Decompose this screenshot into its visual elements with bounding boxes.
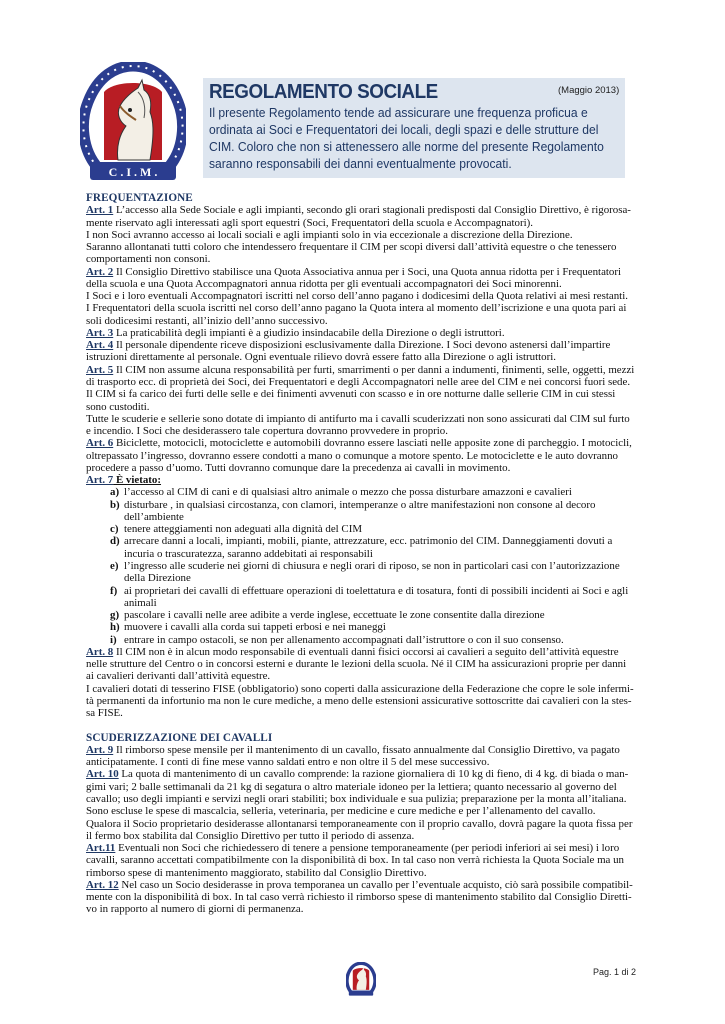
logo-text: C . I . M . [108,165,158,179]
article-12 [86,879,646,891]
article-label: Art.11 [86,842,116,855]
list-text: l’accesso al CIM di cani e di qualsiasi altro animale o mezzo che possa disturbare amazzoni e cavalieri [124,486,572,499]
list-item [86,523,646,535]
article-text: rimborso spese di mantenimento maggiorato, stabilito dal Consiglio Direttivo. [86,866,427,879]
article-6 [86,437,646,449]
list-text: animali [124,596,157,609]
article-label: Art. 8 [86,645,114,658]
article-3 [86,327,646,339]
list-item [86,609,646,621]
article-text: il fermo box stabilita dal Consiglio Direttivo per tutto il periodo di assenza. [86,829,415,842]
list-text: muovere i cavalli alla corda sui tappeti erbosi e nei maneggi [124,621,386,634]
list-text: incuria o trascuratezza, saranno addebitati ai responsabili [124,547,373,560]
article-text: Il CIM non è in alcun modo responsabile di eventuali danni fisici occorsi ai cavalieri a seguito dell’attività equestre [113,645,619,658]
article-text: I non Soci avranno accesso ai locali sociali e agli impianti solo in via eccezionale a discrezione della Direzione. [86,228,573,241]
article-text: gimi vari; 2 balle settimanali da 21 kg di segatura o altro materiale idoneo per la lettiera; quanto necessario al governo del [86,780,617,793]
article-text: istruzioni direttamente al personale. Ogni eventuale rilievo dovrà essere fatto alla Direzione o agli istruttori. [86,351,556,364]
article-4 [86,339,646,351]
intro-line: saranno responsabili dei danni eventualmente provocati. [209,156,512,171]
article-label: Art. 6 [86,437,114,450]
article-label: Art. 5 [86,363,114,376]
article-text: sa FISE. [86,707,123,720]
article-text: procedere a passo d’uomo. Tutti dovranno comunque dare la precedenza ai cavalli in movimento. [86,461,511,474]
list-letter: e) [110,559,119,572]
list-item [86,560,646,572]
footer-logo [346,962,376,998]
list-text: l’ingresso alle scuderie nei giorni di chiusura e negli orari di riposo, se non in particolari casi con l’autorizzazione [124,559,620,572]
list-item [86,621,646,633]
article-text: comportamenti non consoni. [86,253,211,266]
article-label: Art. 7 [86,474,114,487]
article-label: Art. 3 [86,326,114,339]
intro-line: Il presente Regolamento tende ad assicurare une frequenza proficua e [209,105,588,120]
article-text: Nel caso un Socio desiderasse in prova temporanea un cavallo per l’eventuale acquisto, ciò sarà possibile compatibil- [118,878,633,891]
list-item [86,486,646,498]
article-label: Art. 1 [86,204,114,217]
article-label: Art. 12 [86,878,119,891]
article-text: Saranno allontanati tutti coloro che intendessero frequentare il CIM per scopi diversi dall’attività equestre o che tenessero [86,241,617,254]
article-11 [86,842,646,854]
article-7 [86,474,646,486]
article-text: cavallo; uso degli impianti e servizi negli orari stabiliti; box individuale e sua pulizia; preparazione per la monta all’italiana. [86,793,627,806]
article-text: mente con la disponibilità di box. In tal caso verrà richiesto il rimborso spese di mantenimento stabilito dal Consiglio Diretti- [86,891,632,904]
article-text: La quota di mantenimento di un cavallo comprende: la razione giornaliera di 10 kg di fieno, di 4 kg. di biada o man- [118,768,629,781]
list-text: ai proprietari dei cavalli di effettuare operazioni di toelettatura e di tosatura, fonti di possibili incidenti ai Soci e agli [124,584,629,597]
list-item [86,535,646,547]
article-label: Art. 2 [86,265,114,278]
regulation-body [86,192,646,916]
article-text: di trasporto ecc. di proprietà dei Soci, dei Frequentatori e degli Accompagnatori nelle aree del CIM e nei concorsi fuori sede. [86,375,631,388]
article-text: oltrepassato l’ingresso, dovranno essere condotti a mano o comunque a motore spento. Le motociclette e le auto dovranno [86,449,618,462]
list-item [86,499,646,511]
article-9 [86,744,646,756]
list-letter: i) [110,633,117,646]
article-text: Il Consiglio Direttivo stabilisce una Quota Associativa annua per i Soci, una Quota annua ridotta per i Frequentatori [113,265,622,278]
list-letter: g) [110,609,120,622]
article-text: cavalli, saranno accettati compatibilmente con la disponibilità di box. In tal caso non verrà richiesta la Quota Sociale ma un [86,854,624,867]
document-date: (Maggio 2013) [558,85,620,96]
list-text: disturbare , in qualsiasi circostanza, con clamori, intemperanze o altre manifestazioni non consone al decoro [124,498,596,511]
list-letter: c) [110,523,119,536]
article-label: Art. 4 [86,339,114,352]
article-text: I Soci e i loro eventuali Accompagnatori iscritti nel corso dell’anno pagano i dodicesimi della Quota relativi ai mesi restanti. [86,290,628,303]
article-1 [86,204,646,216]
article-2 [86,266,646,278]
article-label: Art. 10 [86,768,119,781]
article-text: della scuola e una Quota Accompagnatori annua ridotta per gli eventuali accompagnatori dei Soci minorenni. [86,277,562,290]
article-title: È vietato: [113,474,162,487]
article-text: soli dodicesimi restanti, all’inizio dell’anno successivo. [86,314,328,327]
cim-logo [80,62,186,188]
list-letter: b) [110,498,120,511]
list-text: pascolare i cavalli nelle aree adibite a verde inglese, eccettuate le zone consentite dalla direzione [124,609,545,622]
article-text: L’accesso alla Sede Sociale e agli impianti, secondo gli orari stagionali predisposti dal Consiglio Direttivo, è rigorosa- [113,204,631,217]
article-text: e incendio. I Soci che desiderassero tale copertura dovranno provvedere in proprio. [86,425,448,438]
list-letter: h) [110,621,120,634]
list-text: tenere atteggiamenti non adeguati alla dignità del CIM [124,523,362,536]
list-letter: d) [110,535,120,548]
article-text: Qualora il Socio proprietario desiderasse allontanarsi temporaneamente con il proprio cavallo, dovrà pagare la quota fissa per [86,817,633,830]
article-8 [86,646,646,658]
list-text: della Direzione [124,572,191,585]
article-text: Eventuali non Soci che richiedessero di tenere a pensione temporaneamente (per periodi inferiori ai sei mesi) i loro [115,842,620,855]
article-text: tà permanenti da infortunio ma non le cure mediche, a meno delle estensioni assicurative sottoscritte dai cavalieri con la stes- [86,694,632,707]
article-text: nelle strutture del Centro o in concorsi esterni e durante le lezioni della scuola. Né il CIM ha assicurazioni proprie per danni [86,658,627,671]
article-text: Tutte le scuderie e sellerie sono dotate di impianto di antifurto ma i cavalli scuderizzati non sono assicurati dal CIM sul furto [86,412,630,425]
article-label: Art. 9 [86,743,114,756]
list-letter: f) [110,584,118,597]
list-text: dell’ambiente [124,510,184,523]
list-item [86,585,646,597]
article-10 [86,768,646,780]
article-text: sono custoditi. [86,400,150,413]
list-text: arrecare danni a locali, impianti, mobili, piante, attrezzature, ecc. patrimonio del CIM. Danneggiamenti dovuti a [124,535,613,548]
article-text: Il CIM non assume alcuna responsabilità per furti, smarrimenti o per danni a indumenti, finimenti, selle, oggetti, mezzi [113,363,635,376]
article-text: Il CIM si fa carico dei furti delle selle e dei finimenti avvenuti con scasso e in ore notturne dalle sellerie CIM in cui stessi [86,388,616,401]
intro-line: CIM. Coloro che non si attenessero alle norme del presente Regolamento [209,139,604,154]
list-item [86,634,646,646]
article-text: ai cavalieri derivanti dall’attività equestre. [86,670,271,683]
article-text: La praticabilità degli impianti è a giudizio insindacabile della Direzione o degli istruttori. [113,326,505,339]
article-text: vo in rapporto al numero di giorni di permanenza. [86,903,304,916]
article-text: anticipatamente. I conti di fine mese vanno saldati entro e non oltre il 5 del mese successivo. [86,756,490,769]
page-title: REGOLAMENTO SOCIALE [209,80,438,103]
article-text: I Frequentatori della scuola iscritti nel corso dell’anno pagano la Quota intera al momento dell’iscrizione e una quota pari ai [86,302,627,315]
article-text: Il rimborso spese mensile per il mantenimento di un cavallo, fissato annualmente dal Consiglio Direttivo, va pagato [113,743,620,756]
article-text: mente riservato agli interessati agli sport equestri (Soci, Frequentatori della scuola e Accompagnatori). [86,216,533,229]
article-text: Il personale dipendente riceve disposizioni esclusivamente dalla Direzione. I Soci devono astenersi dall’impartire [113,339,611,352]
intro-line: ordinata ai Soci e Frequentatori dei locali, degli spazi e delle strutture del [209,122,599,137]
article-text: Sono escluse le spese di mascalcia, selleria, veterinaria, per medicine e cure mediche e per l’allenamento del cavallo. [86,805,596,818]
article-text: Biciclette, motocicli, motociclette e automobili dovranno essere lasciati nelle apposite zone di parcheggio. I motocicli, [113,437,632,450]
list-text: entrare in campo ostacoli, se non per allenamento accompagnati dall’istruttore o con il suo consenso. [124,633,564,646]
article-text: I cavalieri dotati di tesserino FISE (obbligatorio) sono coperti dalla assicurazione della Federazione che copre le sole infermi- [86,682,634,695]
intro-paragraph [209,104,604,172]
list-letter: a) [110,486,120,499]
section-heading: FREQUENTAZIONE [86,192,193,204]
article-5 [86,364,646,376]
section-heading: SCUDERIZZAZIONE DEI CAVALLI [86,731,273,744]
page-number: Pag. 1 di 2 [593,967,637,977]
